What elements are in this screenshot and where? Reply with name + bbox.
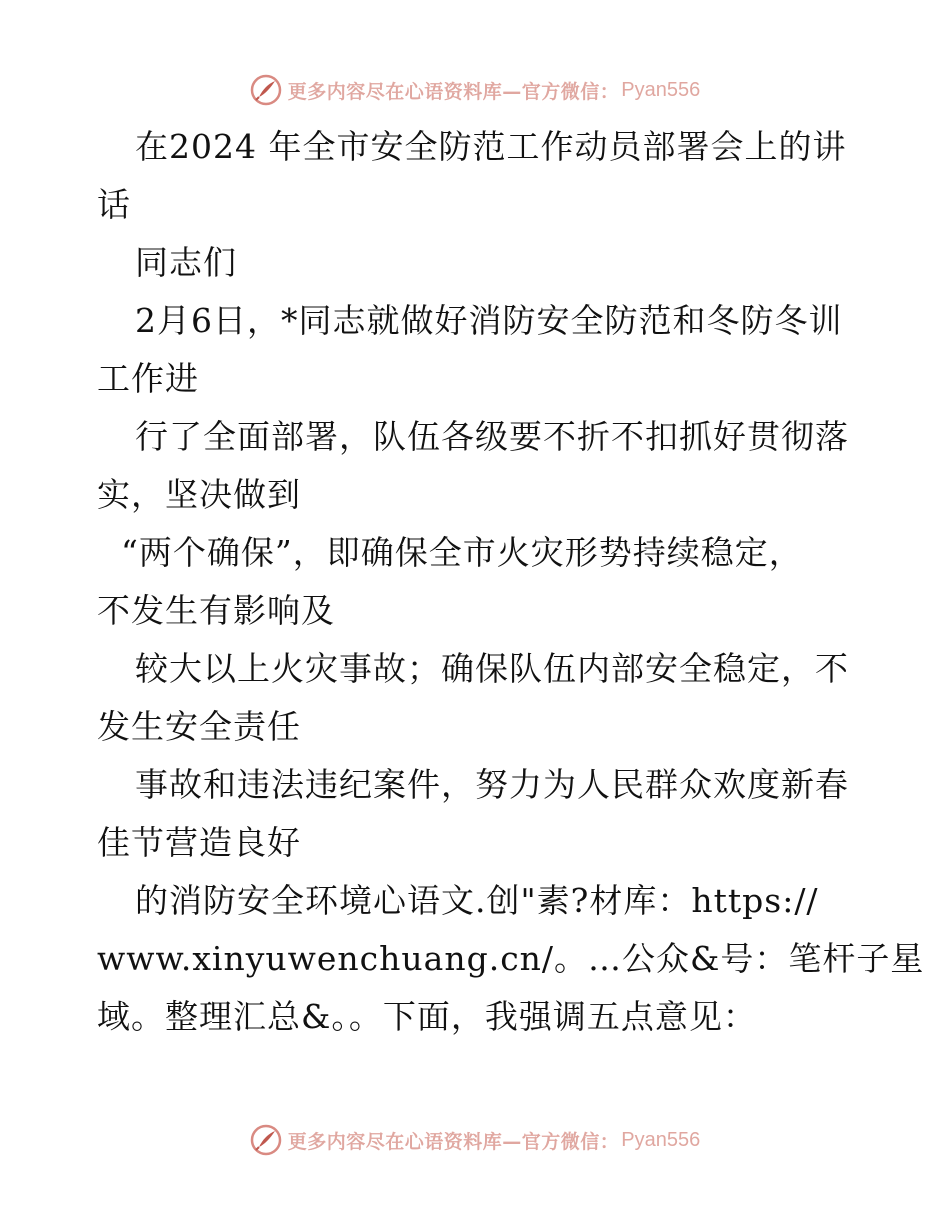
document-title-continued: 话 (97, 185, 131, 224)
body-line: www.xinyuwenchuang.cn/。…公众&号：笔杆子星 (97, 939, 925, 978)
salutation: 同志们 (135, 243, 237, 282)
body-line: “两个确保”，即确保全市火灾形势持续稳定， (121, 533, 803, 572)
footer-wechat-id: Pyan556 (621, 1128, 701, 1151)
header-wechat-id: Pyan556 (621, 78, 701, 101)
body-line: 佳节营造良好 (97, 823, 301, 862)
body-line: 域。整理汇总&。。下面，我强调五点意见： (97, 997, 757, 1036)
body-line: 的消防安全环境心语文.创"素?材库：https:// (135, 881, 819, 920)
quill-logo-icon (250, 74, 282, 106)
document-title: 在2024 年全市安全防范工作动员部署会上的讲 (135, 127, 847, 166)
body-line: 工作进 (97, 359, 199, 398)
body-line: 2月6日，*同志就做好消防安全防范和冬防冬训 (135, 301, 843, 340)
header-banner-text: 更多内容尽在心语资料库—官方微信： (287, 80, 620, 103)
footer-banner (0, 1120, 950, 1160)
body-line: 实，坚决做到 (97, 475, 301, 514)
header-banner (0, 70, 950, 110)
body-line: 行了全面部署，队伍各级要不折不扣抓好贯彻落 (135, 417, 849, 456)
body-line: 发生安全责任 (97, 707, 301, 746)
document-body (97, 118, 925, 1046)
footer-banner-text: 更多内容尽在心语资料库—官方微信： (287, 1130, 620, 1153)
body-line: 较大以上火灾事故；确保队伍内部安全稳定，不 (135, 649, 849, 688)
body-line: 事故和违法违纪案件，努力为人民群众欢度新春 (135, 765, 849, 804)
quill-logo-icon (250, 1124, 282, 1156)
body-line: 不发生有影响及 (97, 591, 335, 630)
